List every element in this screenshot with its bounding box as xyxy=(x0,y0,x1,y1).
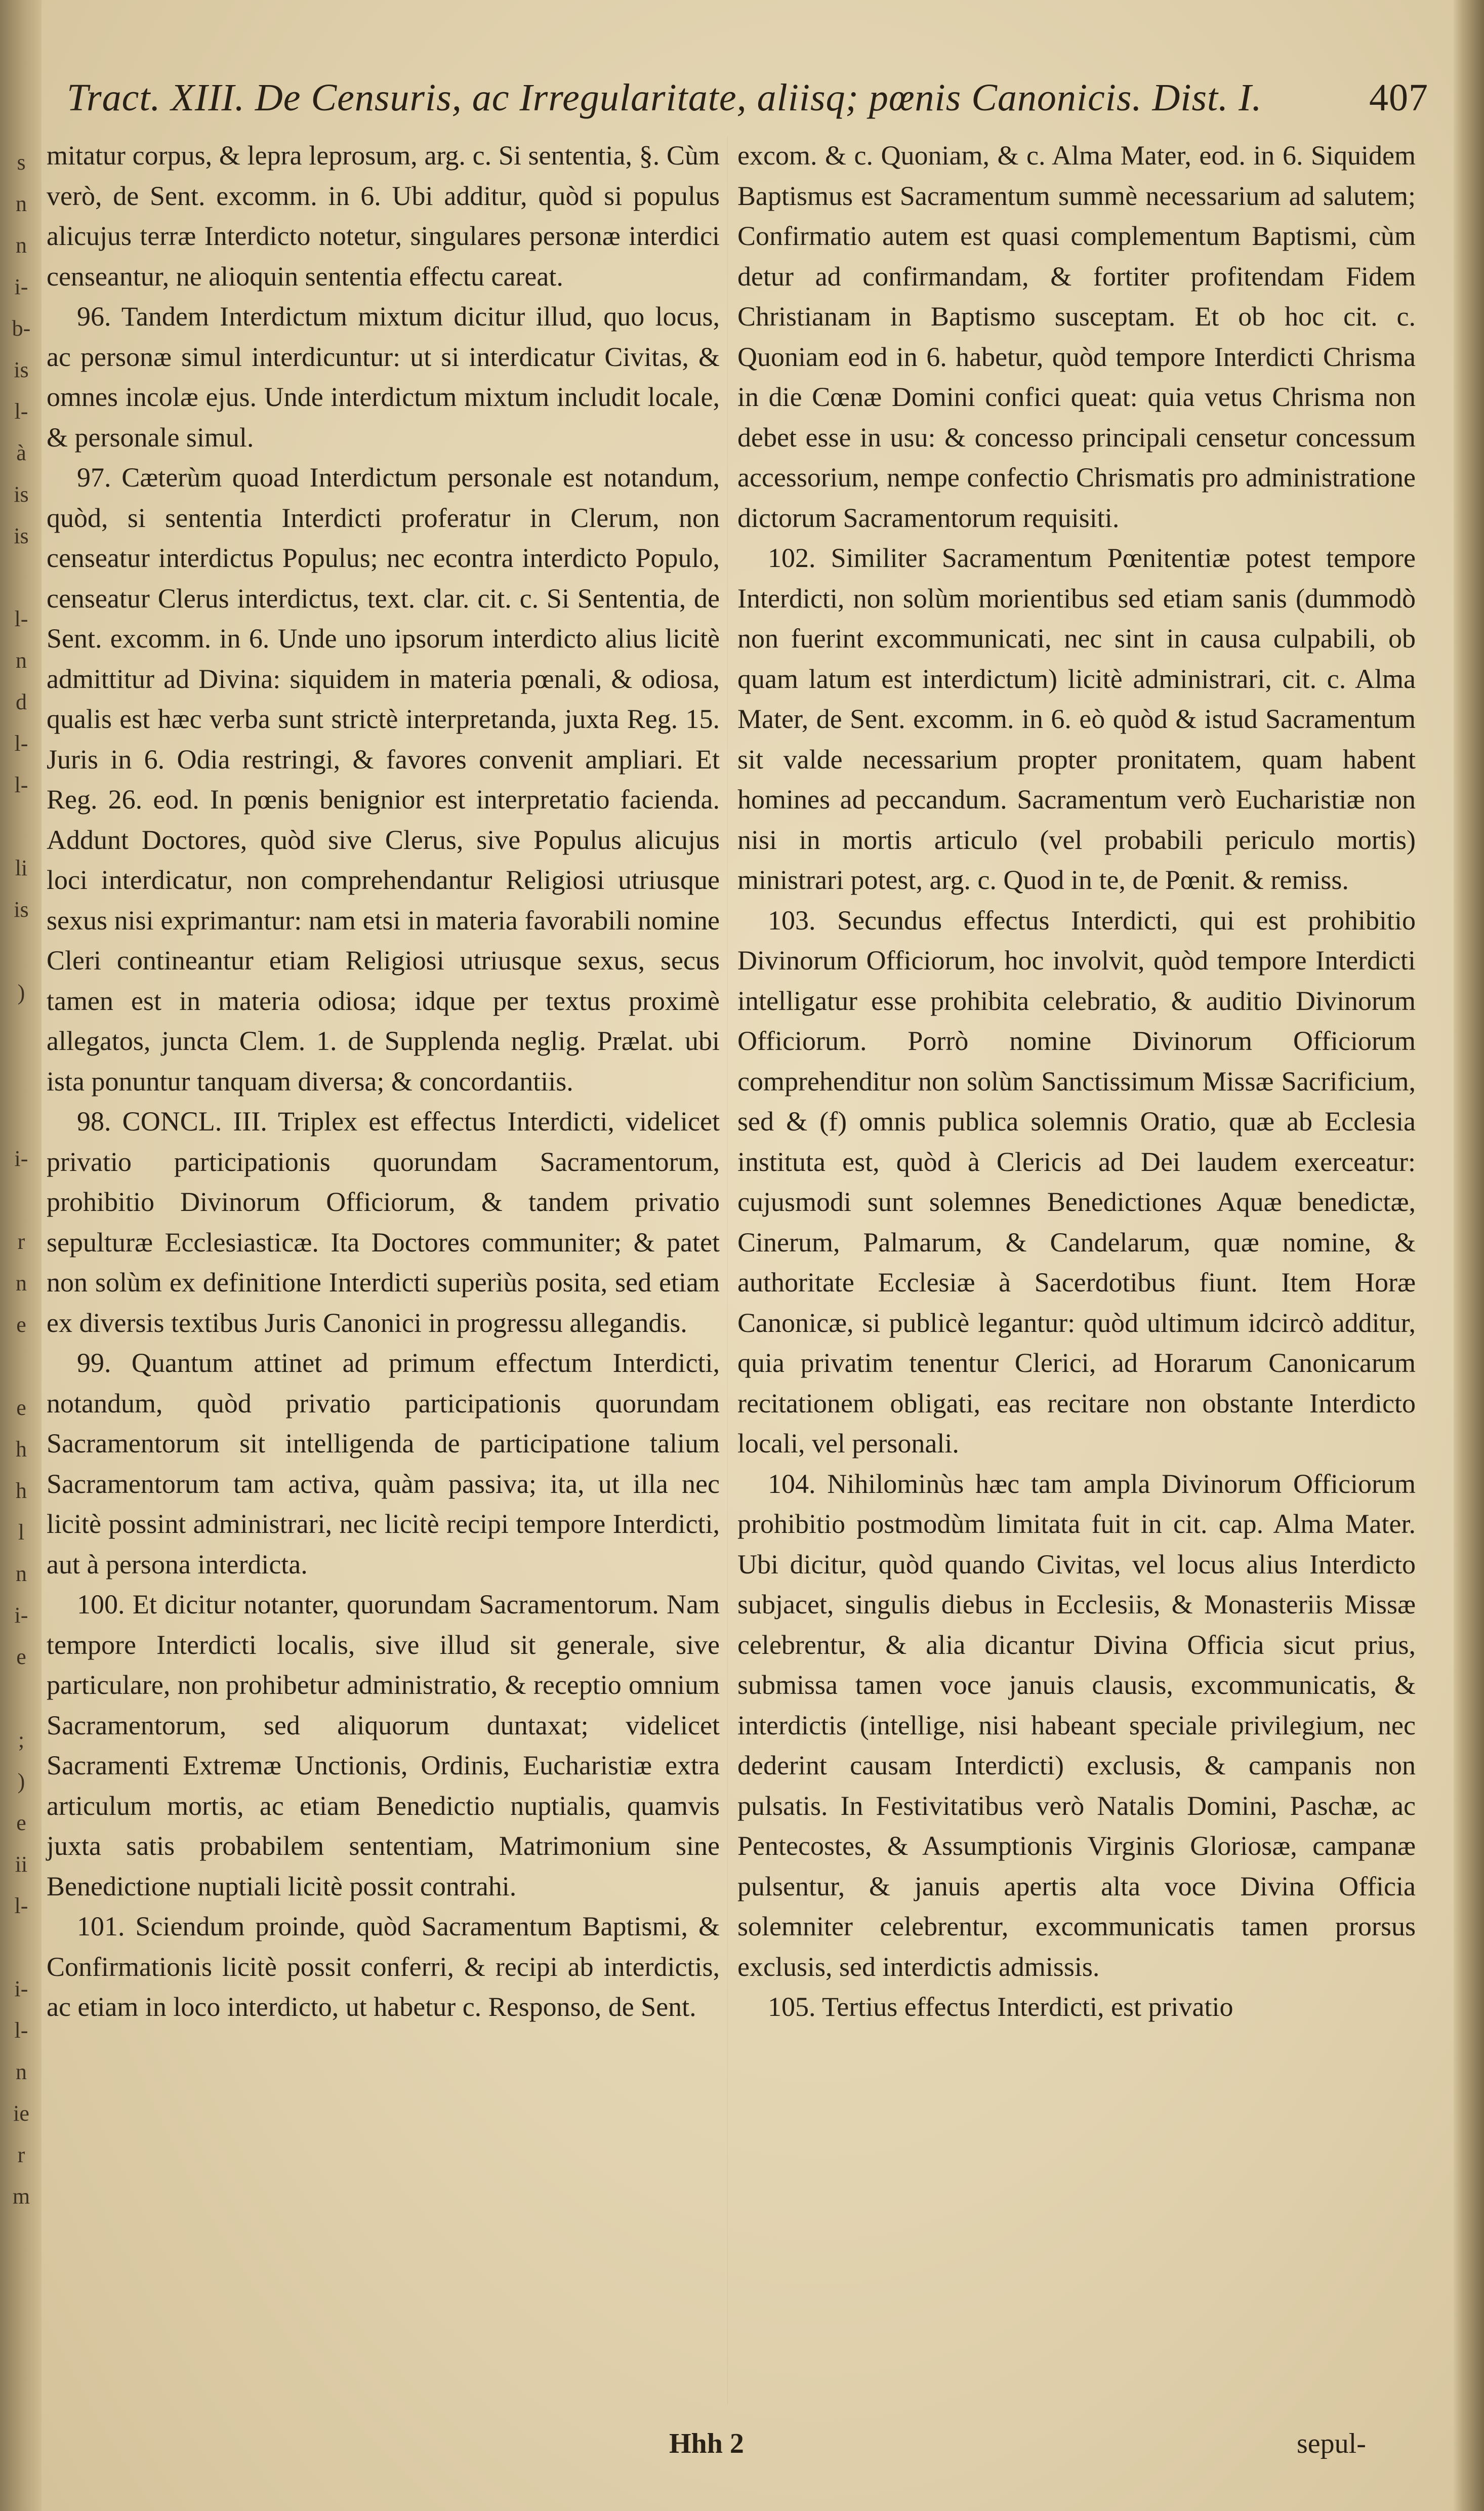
column-divider xyxy=(727,137,728,2405)
right-column xyxy=(737,136,1416,2028)
signature-mark: Hhh 2 xyxy=(669,2428,744,2459)
paragraph: mitatur corpus, & lepra leprosum, arg. c. Si sententia, §. Cùm verò, de Sent. excomm. in 6. Ubi additur, quòd si populus alicujus terræ Interdicto notetur, singulares personæ interdici censeantur, ne alioquin sententia effectu careat. xyxy=(47,140,720,292)
book-page xyxy=(42,0,1454,2511)
paragraph: 105. Tertius effectus Interdicti, est privatio xyxy=(768,1992,1233,2022)
running-title: Tract. XIII. De Censuris, ac Irregularitate, aliisq; pœnis Canonicis. Dist. I. xyxy=(67,76,1262,119)
paragraph: 100. Et dicitur notanter, quorundam Sacramentorum. Nam tempore Interdicti localis, sive illud sit generale, sive particulare, non prohibetur administratio, & receptio omnium Sacramentorum, sed aliquorum duntaxat; videlicet Sacramenti Extremæ Unctionis, Ordinis, Eucharistiæ extra articulum mortis, ac etiam Benedictio nuptialis, quamvis juxta satis probabilem sententiam, Matrimonium sine Benedictione nuptiali licitè possit contrahi. xyxy=(47,1589,720,1901)
paragraph: 96. Tandem Interdictum mixtum dicitur illud, quo locus, ac personæ simul interdicuntur: ut si interdicatur Civitas, & omnes incolæ ejus. Unde interdictum mixtum includit locale, & personale simul. xyxy=(47,301,720,453)
paragraph: 99. Quantum attinet ad primum effectum Interdicti, notandum, quòd privatio participationis quorundam Sacramentorum sit intelligenda de participatione talium Sacramentorum tam activa, quàm passiva; ita, ut illa nec licitè possint administrari, nec licitè recipi tempore Interdicti, aut à persona interdicta. xyxy=(47,1348,720,1580)
left-column xyxy=(47,136,720,2028)
running-header xyxy=(67,76,1449,132)
facing-page-letters: s n n i- b- is l- à is is l- n d l- l- li is ) i- r n e e h h l n i- e ; ) e ii l- i- l- n ie r m xyxy=(12,150,31,2209)
paragraph: 101. Sciendum proinde, quòd Sacramentum Baptismi, & Confirmationis licitè possit conferri, & recipi ab interdictis, ac etiam in loco interdicto, ut habetur c. Responso, de Sent. xyxy=(47,1911,720,2022)
paragraph: 103. Secundus effectus Interdicti, qui est prohibitio Divinorum Officiorum, hoc involvit, quòd tempore Interdicti intelligatur esse prohibita celebratio, & auditio Divinorum Officiorum. Porrò nomine Divinorum Officiorum comprehenditur non solùm Sanctissimum Missæ Sacrificium, sed & (f) omnis publica solemnis Oratio, quæ ab Ecclesia instituta est, quòd à Clericis ad Dei laudem exerceatur: cujusmodi sunt solemnes Benedictiones Aquæ benedictæ, Cinerum, Palmarum, & Candelarum, quæ nomine, & authoritate Ecclesiæ à Sacerdotibus fiunt. Item Horæ Canonicæ, si publicè legantur: quòd ultimum idcircò additur, quia privatim tenentur Clerici, ad Horarum Canonicarum recitationem obligati, eas recitare non obstante Interdicto locali, vel personali. xyxy=(737,905,1416,1459)
paragraph: 98. CONCL. III. Triplex est effectus Interdicti, videlicet privatio participationis quorundam Sacramentorum, prohibitio Divinorum Officiorum, & tandem privatio sepulturæ Ecclesiasticæ. Ita Doctores communiter; & patet non solùm ex definitione Interdicti superiùs posita, sed etiam ex diversis textibus Juris Canonici in progressu allegandis. xyxy=(47,1106,720,1338)
paragraph: 102. Similiter Sacramentum Pœnitentiæ potest tempore Interdicti, non solùm morientibus sed etiam sanis (dummodò non fuerint excommunicati, nec sint in causa culpabili, ob quam latum est interdictum) licitè administrari, cit. c. Alma Mater, de Sent. excomm. in 6. eò quòd & istud Sacramentum sit valde necessarium propter pronitatem, quam habent homines ad peccandum. Sacramentum verò Eucharistiæ non nisi in mortis articulo (vel probabili periculo mortis) ministrari potest, arg. c. Quod in te, de Pœnit. & remiss. xyxy=(737,543,1416,895)
binding-gutter xyxy=(0,0,43,2511)
page-edge xyxy=(1454,0,1484,2511)
page-number: 407 xyxy=(1369,76,1428,119)
paragraph: 97. Cæterùm quoad Interdictum personale est notandum, quòd, si sententia Interdicti proferatur in Clerum, non censeatur interdictus Populus; nec econtra interdicto Populo, censeatur Clerus interdictus, text. clar. cit. c. Si Sententia, de Sent. excomm. in 6. Unde uno ipsorum interdicto alius licitè admittitur ad Divina: siquidem in materia pœnali, & odiosa, qualis est hæc verba sunt strictè interpretanda, juxta Reg. 15. Juris in 6. Odia restringi, & favores convenit ampliari. Et Reg. 26. eod. In pœnis benignior est interpretatio facienda. Addunt Doctores, quòd sive Clerus, sive Populus alicujus loci interdicatur, non comprehendantur Religiosi utriusque sexus nisi exprimantur: nam etsi in materia favorabili nomine Cleri contineantur etiam Religiosi utriusque sexus, secus tamen est in materia odiosa; idque per textus proximè allegatos, juncta Clem. 1. de Supplenda neglig. Prælat. ubi ista ponuntur tanquam diversa; & concordantiis. xyxy=(47,462,720,1097)
catchword: sepul- xyxy=(1297,2428,1366,2459)
paragraph: 104. Nihilominùs hæc tam ampla Divinorum Officiorum prohibitio postmodùm limitata fuit in cit. cap. Alma Mater. Ubi dicitur, quòd quando Civitas, vel locus alius Interdicto subjacet, singulis diebus in Ecclesiis, & Monasteriis Missæ celebrentur, & alia dicantur Divina Officia sicut prius, submissa tamen voce januis clausis, excommunicatis, & interdictis (intellige, nisi habeant speciale privilegium, nec dederint causam Interdicti) exclusis, & campanis non pulsatis. In Festivitatibus verò Natalis Domini, Paschæ, ac Pentecostes, & Assumptionis Virginis Gloriosæ, campanæ pulsentur, & januis apertis alta voce Divina Officia solemniter celebrentur, excommunicatis tamen prorsus exclusis, sed interdictis admissis. xyxy=(737,1468,1416,1982)
paragraph: excom. & c. Quoniam, & c. Alma Mater, eod. in 6. Siquidem Baptismus est Sacramentum summè necessarium ad salutem; Confirmatio autem est quasi complementum Baptismi, cùm detur ad confirmandam, & fortiter profitendam Fidem Christianam in Baptismo susceptam. Et ob hoc cit. c. Quoniam eod in 6. habetur, quòd tempore Interdicti Chrisma in die Cœnæ Domini confici queat: quia vetus Chrisma non debet esse in usu: & concesso principali censetur concessum accessorium, nempe confectio Chrismatis pro administratione dictorum Sacramentorum requisiti. xyxy=(737,140,1416,533)
